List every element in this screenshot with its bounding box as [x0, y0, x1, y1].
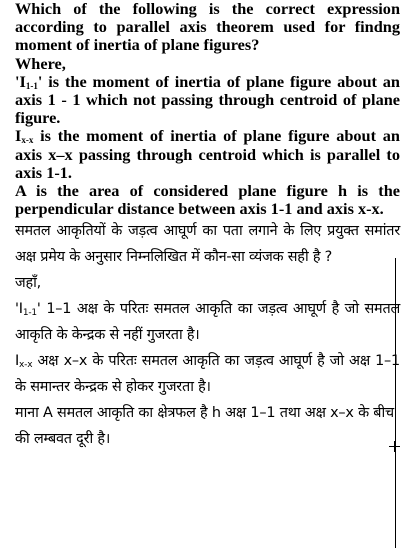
symbol-i11: 'I: [15, 71, 26, 91]
right-border-line: [395, 258, 396, 548]
symbol-i11-quote-hindi: ': [36, 301, 41, 318]
definition-area-hindi: माना A समतल आकृति का क्षेत्रफल है h अक्ष 1–1 तथा अक्ष x–x के बीच की लम्बवत दूरी है।: [15, 405, 394, 448]
question-text-english: Which of the following is the correct expression according to parallel axis theorem used for findng moment of inertia of plane figures?: [15, 0, 400, 55]
question-text-hindi: समतल आकृतियों के जड़त्व आघूर्ण का पता लगाने के लिए प्रयुक्त समांतर अक्ष प्रमेय के अनुसार निम्नलिखित में कौन-सा व्यंजक सही है ?: [15, 223, 400, 266]
symbol-i11-subscript-hindi: 1-1: [22, 308, 37, 319]
symbol-i11-quote: ': [37, 71, 43, 91]
definition-ixx-text: is the moment of inertia of plane figure about an axis x–x passing through centroid which is parallel to axis 1-1.: [15, 126, 400, 182]
definition-i11-text: is the moment of inertia of plane figure about an axis 1 - 1 which not passing through centroid of plane figure.: [15, 71, 400, 128]
definition-ixx-text-hindi: अक्ष x–x के परितः समतल आकृति का जड़त्व आघूर्ण है जो अक्ष 1–1 के समान्तर केन्द्रक से होकर गुजरता है।: [15, 353, 400, 396]
symbol-ixx-hindi: I: [15, 353, 20, 370]
definition-ixx-hindi: [15, 348, 400, 400]
symbol-i11-subscript: 1-1: [25, 80, 38, 91]
symbol-ixx-subscript-hindi: x-x: [19, 360, 33, 371]
definition-ixx-english: [15, 127, 400, 182]
symbol-i11-hindi: 'I: [15, 301, 23, 318]
definition-i11-hindi: [15, 296, 400, 348]
definition-area-english: A is the area of considered plane figure h is the perpendicular distance between axis 1-1 and axis x-x.: [15, 181, 400, 219]
crosshair-marker: [389, 441, 400, 452]
where-label-hindi: जहाँ,: [15, 275, 42, 292]
definition-i11-text-hindi: 1–1 अक्ष के परितः समतल आकृति का जड़त्व आघूर्ण है जो समतल आकृति के केन्द्रक से नहीं गुजरता है।: [15, 301, 400, 344]
symbol-ixx-subscript: x-x: [21, 135, 34, 146]
where-label-english: Where,: [15, 53, 66, 73]
question-document: [15, 0, 400, 452]
symbol-ixx: I: [15, 126, 22, 146]
definition-i11-english: [15, 73, 400, 128]
